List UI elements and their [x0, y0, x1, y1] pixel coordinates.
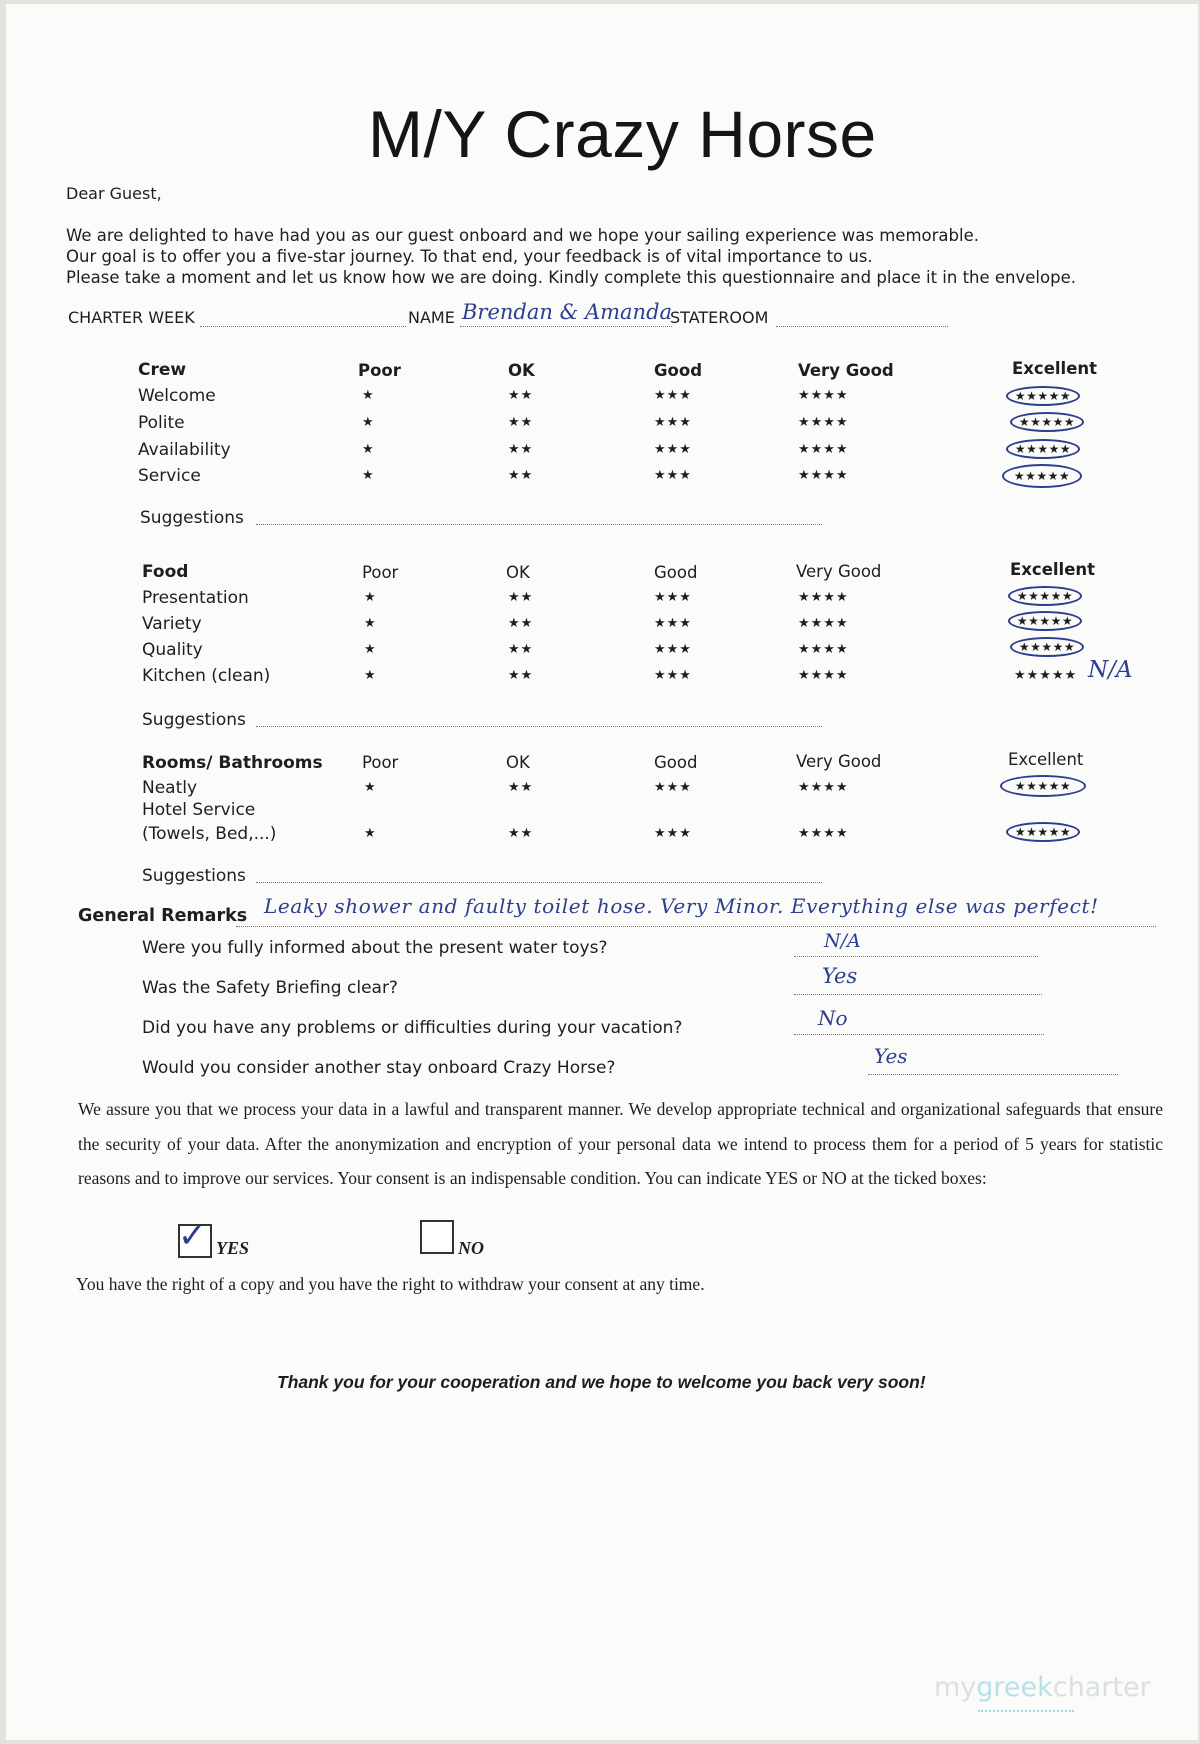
data-consent-text: We assure you that we process your data in a lawful and transparent manner. We develop appropriate technical and organizational safeguards that ensure the security of your data. After the anonymization and encryption of your personal data we intend to process them for a period of 5 years for statistic reasons and to improve our services. Your consent is an indispensable condition. You can indicate YES or NO at the ticked boxes: — [78, 1099, 1163, 1188]
answer-line-another-stay — [868, 1074, 1118, 1075]
rooms-col-ok: OK — [506, 753, 530, 772]
crew-row-welcome-label: Welcome — [138, 386, 216, 406]
rating-ok-option[interactable]: ★★ — [508, 442, 534, 457]
rating-good-option[interactable]: ★★★ — [654, 780, 692, 795]
rating-ok-option[interactable]: ★★ — [508, 826, 534, 841]
rating-excellent-circled[interactable]: ★★★★★ — [1008, 586, 1082, 606]
question-problems: Did you have any problems or difficulties during your vacation? — [142, 1018, 683, 1038]
rooms-row-hotel-service-sublabel: (Towels, Bed,...) — [142, 824, 277, 844]
charter-week-field[interactable] — [200, 326, 406, 327]
rating-good-option[interactable]: ★★★ — [654, 616, 692, 631]
rating-excellent-circled[interactable]: ★★★★★ — [1008, 611, 1082, 631]
rating-poor-option[interactable]: ★ — [362, 468, 375, 483]
rooms-col-excellent: Excellent — [1008, 750, 1084, 769]
intro-line-1: We are delighted to have had you as our guest onboard and we hope your sailing experience was memorable. — [66, 226, 979, 245]
rating-excellent-circled[interactable]: ★★★★★ — [1006, 822, 1080, 842]
answer-line-water-toys — [794, 956, 1038, 957]
food-col-excellent: Excellent — [1010, 560, 1096, 579]
watermark-text-right: charter — [1052, 1672, 1151, 1703]
rating-very-good-option[interactable]: ★★★★ — [798, 468, 849, 483]
rating-ok-option[interactable]: ★★ — [508, 590, 534, 605]
rooms-col-poor: Poor — [362, 753, 399, 772]
name-label: NAME — [408, 308, 455, 327]
rating-very-good-option[interactable]: ★★★★ — [798, 642, 849, 657]
rating-excellent-circled[interactable]: ★★★★★ — [1000, 775, 1086, 797]
answer-safety-briefing[interactable]: Yes — [822, 964, 858, 988]
rating-good-option[interactable]: ★★★ — [654, 388, 692, 403]
consent-yes-label: YES — [216, 1238, 250, 1258]
food-row-presentation-label: Presentation — [142, 588, 249, 608]
watermark-text-mid: greek — [976, 1672, 1053, 1703]
rating-ok-option[interactable]: ★★ — [508, 780, 534, 795]
crew-suggestions-label: Suggestions — [140, 508, 244, 528]
rating-excellent-circled[interactable]: ★★★★★ — [1002, 464, 1082, 488]
rating-very-good-option[interactable]: ★★★★ — [798, 826, 849, 841]
rating-ok-option[interactable]: ★★ — [508, 415, 534, 430]
intro-line-2: Our goal is to offer you a five-star journey. To that end, your feedback is of vital importance to us. — [66, 247, 873, 266]
rating-poor-option[interactable]: ★ — [364, 616, 377, 631]
rating-poor-option[interactable]: ★ — [364, 668, 377, 683]
rating-ok-option[interactable]: ★★ — [508, 468, 534, 483]
stateroom-field[interactable] — [776, 326, 948, 327]
rating-good-option[interactable]: ★★★ — [654, 590, 692, 605]
rating-very-good-option[interactable]: ★★★★ — [798, 668, 849, 683]
rating-excellent-circled[interactable]: ★★★★★ — [1010, 637, 1084, 657]
crew-col-poor: Poor — [358, 361, 401, 380]
consent-no-label: NO — [458, 1238, 484, 1258]
rating-very-good-option[interactable]: ★★★★ — [798, 388, 849, 403]
rating-good-option[interactable]: ★★★ — [654, 642, 692, 657]
rating-good-option[interactable]: ★★★ — [654, 826, 692, 841]
rating-very-good-option[interactable]: ★★★★ — [798, 616, 849, 631]
rating-excellent-circled[interactable]: ★★★★★ — [1010, 412, 1084, 432]
rating-good-option[interactable]: ★★★ — [654, 668, 692, 683]
rating-good-option[interactable]: ★★★ — [654, 442, 692, 457]
answer-water-toys[interactable]: N/A — [824, 930, 861, 952]
crew-row-polite-label: Polite — [138, 413, 185, 433]
charter-week-label: CHARTER WEEK — [68, 308, 195, 327]
rating-excellent-circled[interactable]: ★★★★★ — [1006, 386, 1080, 406]
rights-text: You have the right of a copy and you have the right to withdraw your consent at any time. — [76, 1274, 705, 1294]
rating-ok-option[interactable]: ★★ — [508, 616, 534, 631]
answer-another-stay[interactable]: Yes — [874, 1044, 908, 1068]
rating-poor-option[interactable]: ★ — [362, 388, 375, 403]
rating-very-good-option[interactable]: ★★★★ — [798, 780, 849, 795]
rating-ok-option[interactable]: ★★ — [508, 642, 534, 657]
crew-suggestions-field[interactable] — [256, 524, 822, 525]
food-row-variety-label: Variety — [142, 614, 202, 634]
name-field-value[interactable]: Brendan & Amanda — [462, 300, 673, 324]
rooms-col-very-good: Very Good — [796, 752, 882, 771]
food-suggestions-label: Suggestions — [142, 710, 246, 730]
rating-poor-option[interactable]: ★ — [364, 826, 377, 841]
greeting: Dear Guest, — [66, 184, 162, 203]
rooms-suggestions-field[interactable] — [256, 882, 822, 883]
crew-col-good: Good — [654, 361, 703, 380]
general-remarks-value[interactable]: Leaky shower and faulty toilet hose. Very Minor. Everything else was perfect! — [264, 894, 1099, 918]
rating-poor-option[interactable]: ★ — [362, 415, 375, 430]
rating-poor-option[interactable]: ★ — [364, 642, 377, 657]
rating-poor-option[interactable]: ★ — [364, 590, 377, 605]
watermark-text-left: my — [934, 1672, 977, 1703]
questionnaire-page — [6, 4, 1198, 1740]
watermark-logo — [934, 1672, 1151, 1703]
crew-col-ok: OK — [508, 361, 535, 380]
rating-good-option[interactable]: ★★★ — [654, 415, 692, 430]
food-row-quality-label: Quality — [142, 640, 203, 660]
answer-problems[interactable]: No — [818, 1006, 848, 1030]
crew-section-title: Crew — [138, 360, 187, 380]
stateroom-label: STATEROOM — [670, 308, 769, 327]
question-safety-briefing: Was the Safety Briefing clear? — [142, 978, 398, 998]
rating-excellent-option[interactable]: ★★★★★ — [1014, 668, 1078, 683]
question-another-stay: Would you consider another stay onboard Crazy Horse? — [142, 1058, 616, 1078]
rooms-col-good: Good — [654, 753, 698, 772]
food-suggestions-field[interactable] — [256, 726, 822, 727]
answer-line-safety-briefing — [794, 994, 1042, 995]
rating-excellent-circled[interactable]: ★★★★★ — [1006, 439, 1080, 459]
food-row-kitchen-label: Kitchen (clean) — [142, 666, 271, 686]
rating-very-good-option[interactable]: ★★★★ — [798, 590, 849, 605]
food-col-poor: Poor — [362, 563, 399, 582]
rating-poor-option[interactable]: ★ — [364, 780, 377, 795]
general-remarks-line — [236, 926, 1156, 927]
thank-you-note: Thank you for your cooperation and we hope to welcome you back very soon! — [277, 1372, 926, 1392]
wave-icon — [978, 1706, 1074, 1712]
rating-very-good-option[interactable]: ★★★★ — [798, 415, 849, 430]
rooms-section-title: Rooms/ Bathrooms — [142, 753, 323, 773]
food-col-ok: OK — [506, 563, 530, 582]
rooms-suggestions-label: Suggestions — [142, 866, 246, 886]
check-icon: ✓ — [178, 1216, 207, 1256]
rating-ok-option[interactable]: ★★ — [508, 668, 534, 683]
rating-very-good-option[interactable]: ★★★★ — [798, 442, 849, 457]
crew-row-service-label: Service — [138, 466, 201, 486]
answer-line-problems — [794, 1034, 1044, 1035]
rooms-row-hotel-service-label: Hotel Service — [142, 800, 256, 820]
crew-row-availability-label: Availability — [138, 440, 231, 460]
food-col-very-good: Very Good — [796, 562, 882, 581]
rating-ok-option[interactable]: ★★ — [508, 388, 534, 403]
kitchen-na-note: N/A — [1088, 657, 1133, 683]
rating-good-option[interactable]: ★★★ — [654, 468, 692, 483]
question-water-toys: Were you fully informed about the present water toys? — [142, 938, 608, 958]
name-field-line — [460, 326, 672, 327]
food-section-title: Food — [142, 562, 189, 582]
consent-no-checkbox[interactable] — [420, 1220, 454, 1254]
intro-line-3: Please take a moment and let us know how we are doing. Kindly complete this questionnaire and place it in the envelope. — [66, 268, 1076, 287]
crew-col-excellent: Excellent — [1012, 359, 1098, 378]
crew-col-very-good: Very Good — [798, 361, 894, 380]
general-remarks-label: General Remarks — [78, 906, 248, 926]
rooms-row-neatly-label: Neatly — [142, 778, 198, 798]
food-col-good: Good — [654, 563, 698, 582]
page-title: M/Y Crazy Horse — [368, 97, 877, 171]
rating-poor-option[interactable]: ★ — [362, 442, 375, 457]
